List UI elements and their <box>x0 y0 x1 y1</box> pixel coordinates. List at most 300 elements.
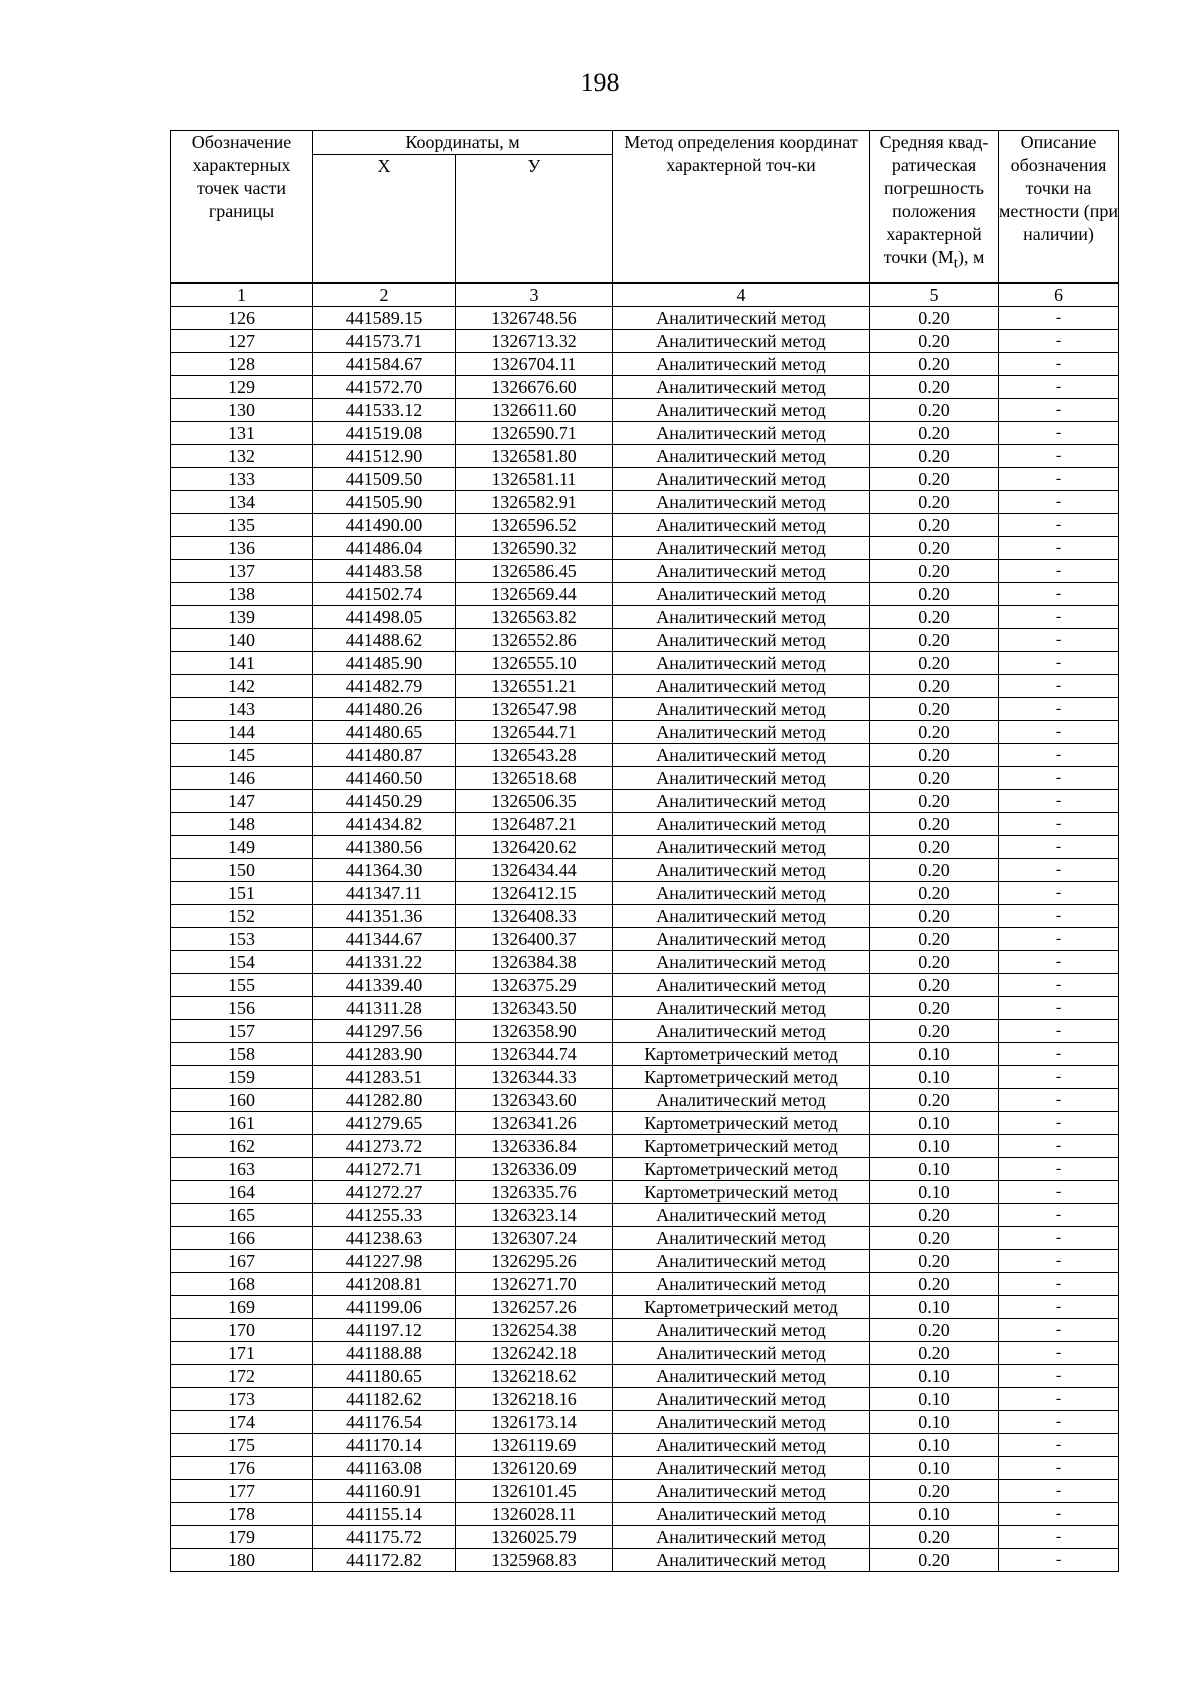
description-cell: - <box>999 766 1119 789</box>
method-cell: Аналитический метод <box>613 605 870 628</box>
table-row <box>171 1065 1119 1088</box>
coordinates-table <box>170 130 1119 1572</box>
table-row <box>171 1157 1119 1180</box>
coord-y-cell: 1326101.45 <box>456 1479 613 1502</box>
coord-y-cell: 1326547.98 <box>456 697 613 720</box>
point-number-cell: 149 <box>171 835 313 858</box>
point-number-cell: 133 <box>171 467 313 490</box>
description-cell: - <box>999 1019 1119 1042</box>
point-number-cell: 154 <box>171 950 313 973</box>
description-cell: - <box>999 1410 1119 1433</box>
mean-error-cell: 0.20 <box>870 467 999 490</box>
description-cell: - <box>999 467 1119 490</box>
method-cell: Аналитический метод <box>613 329 870 352</box>
method-cell: Аналитический метод <box>613 835 870 858</box>
coord-y-cell: 1326341.26 <box>456 1111 613 1134</box>
description-cell: - <box>999 1042 1119 1065</box>
method-cell: Аналитический метод <box>613 398 870 421</box>
coord-y-cell: 1326271.70 <box>456 1272 613 1295</box>
table-row <box>171 513 1119 536</box>
description-cell: - <box>999 720 1119 743</box>
coord-y-cell: 1325968.83 <box>456 1548 613 1571</box>
method-cell: Аналитический метод <box>613 1410 870 1433</box>
method-cell: Аналитический метод <box>613 697 870 720</box>
coord-y-cell: 1326551.21 <box>456 674 613 697</box>
description-cell: - <box>999 881 1119 904</box>
coord-y-cell: 1326323.14 <box>456 1203 613 1226</box>
coord-x-cell: 441282.80 <box>313 1088 456 1111</box>
method-cell: Картометрический метод <box>613 1134 870 1157</box>
mean-error-cell: 0.20 <box>870 950 999 973</box>
mean-error-cell: 0.20 <box>870 421 999 444</box>
mean-error-cell: 0.20 <box>870 651 999 674</box>
mean-error-cell: 0.20 <box>870 536 999 559</box>
coord-y-cell: 1326569.44 <box>456 582 613 605</box>
method-cell: Аналитический метод <box>613 559 870 582</box>
coord-x-cell: 441238.63 <box>313 1226 456 1249</box>
coord-y-cell: 1326412.15 <box>456 881 613 904</box>
description-cell: - <box>999 536 1119 559</box>
description-cell: - <box>999 858 1119 881</box>
table-row <box>171 1272 1119 1295</box>
point-number-cell: 130 <box>171 398 313 421</box>
coord-y-cell: 1326408.33 <box>456 904 613 927</box>
coord-x-cell: 441227.98 <box>313 1249 456 1272</box>
method-cell: Аналитический метод <box>613 536 870 559</box>
description-cell: - <box>999 950 1119 973</box>
header-error-subscript: t <box>953 255 958 272</box>
coord-y-cell: 1326596.52 <box>456 513 613 536</box>
coord-y-cell: 1326713.32 <box>456 329 613 352</box>
mean-error-cell: 0.10 <box>870 1387 999 1410</box>
mean-error-cell: 0.10 <box>870 1364 999 1387</box>
method-cell: Аналитический метод <box>613 490 870 513</box>
coord-y-cell: 1326242.18 <box>456 1341 613 1364</box>
description-cell: - <box>999 1479 1119 1502</box>
coord-x-cell: 441170.14 <box>313 1433 456 1456</box>
mean-error-cell: 0.20 <box>870 490 999 513</box>
coord-x-cell: 441176.54 <box>313 1410 456 1433</box>
method-cell: Аналитический метод <box>613 444 870 467</box>
method-cell: Картометрический метод <box>613 1111 870 1134</box>
table-row <box>171 858 1119 881</box>
point-number-cell: 150 <box>171 858 313 881</box>
table-row <box>171 950 1119 973</box>
method-cell: Аналитический метод <box>613 743 870 766</box>
coord-y-cell: 1326344.33 <box>456 1065 613 1088</box>
coord-x-cell: 441199.06 <box>313 1295 456 1318</box>
coord-y-cell: 1326555.10 <box>456 651 613 674</box>
coord-x-cell: 441272.71 <box>313 1157 456 1180</box>
coord-y-cell: 1326358.90 <box>456 1019 613 1042</box>
coord-y-cell: 1326581.80 <box>456 444 613 467</box>
table-row <box>171 720 1119 743</box>
method-cell: Аналитический метод <box>613 651 870 674</box>
method-cell: Аналитический метод <box>613 1226 870 1249</box>
point-number-cell: 155 <box>171 973 313 996</box>
mean-error-cell: 0.20 <box>870 1548 999 1571</box>
method-cell: Аналитический метод <box>613 1272 870 1295</box>
description-cell: - <box>999 490 1119 513</box>
method-cell: Аналитический метод <box>613 904 870 927</box>
coord-x-cell: 441272.27 <box>313 1180 456 1203</box>
mean-error-cell: 0.20 <box>870 1019 999 1042</box>
mean-error-cell: 0.20 <box>870 582 999 605</box>
point-number-cell: 180 <box>171 1548 313 1571</box>
coord-x-cell: 441172.82 <box>313 1548 456 1571</box>
description-cell: - <box>999 835 1119 858</box>
description-cell: - <box>999 513 1119 536</box>
description-cell: - <box>999 697 1119 720</box>
header-coordinates: Координаты, м <box>313 131 613 155</box>
method-cell: Аналитический метод <box>613 1249 870 1272</box>
point-number-cell: 175 <box>171 1433 313 1456</box>
table-row <box>171 743 1119 766</box>
table-row <box>171 1019 1119 1042</box>
description-cell: - <box>999 927 1119 950</box>
mean-error-cell: 0.20 <box>870 812 999 835</box>
method-cell: Аналитический метод <box>613 628 870 651</box>
point-number-cell: 143 <box>171 697 313 720</box>
table-row <box>171 1042 1119 1065</box>
coord-y-cell: 1326028.11 <box>456 1502 613 1525</box>
column-numbers-row <box>171 283 1119 307</box>
coord-x-cell: 441273.72 <box>313 1134 456 1157</box>
column-number: 5 <box>870 283 999 307</box>
header-error-unit: ), м <box>957 247 985 267</box>
page-number: 198 <box>580 68 620 97</box>
method-cell: Аналитический метод <box>613 582 870 605</box>
coord-y-cell: 1326375.29 <box>456 973 613 996</box>
table-row <box>171 1433 1119 1456</box>
coord-x-cell: 441175.72 <box>313 1525 456 1548</box>
point-number-cell: 132 <box>171 444 313 467</box>
point-number-cell: 169 <box>171 1295 313 1318</box>
coord-x-cell: 441480.26 <box>313 697 456 720</box>
description-cell: - <box>999 674 1119 697</box>
coord-x-cell: 441498.05 <box>313 605 456 628</box>
table-row <box>171 1249 1119 1272</box>
coord-x-cell: 441450.29 <box>313 789 456 812</box>
table-row <box>171 1479 1119 1502</box>
coord-y-cell: 1326025.79 <box>456 1525 613 1548</box>
table-row <box>171 1364 1119 1387</box>
mean-error-cell: 0.20 <box>870 1088 999 1111</box>
table-row <box>171 1341 1119 1364</box>
method-cell: Аналитический метод <box>613 352 870 375</box>
point-number-cell: 173 <box>171 1387 313 1410</box>
point-number-cell: 159 <box>171 1065 313 1088</box>
table-row <box>171 444 1119 467</box>
table-row <box>171 398 1119 421</box>
point-number-cell: 142 <box>171 674 313 697</box>
mean-error-cell: 0.10 <box>870 1456 999 1479</box>
point-number-cell: 137 <box>171 559 313 582</box>
description-cell: - <box>999 996 1119 1019</box>
point-number-cell: 140 <box>171 628 313 651</box>
point-number-cell: 129 <box>171 375 313 398</box>
header-error-text: Средняя квад-ратическая погрешность положения характерной точки (M <box>879 132 989 267</box>
description-cell: - <box>999 1065 1119 1088</box>
mean-error-cell: 0.20 <box>870 329 999 352</box>
point-number-cell: 148 <box>171 812 313 835</box>
point-number-cell: 164 <box>171 1180 313 1203</box>
method-cell: Аналитический метод <box>613 1479 870 1502</box>
description-cell: - <box>999 559 1119 582</box>
coord-y-cell: 1326590.71 <box>456 421 613 444</box>
table-row <box>171 490 1119 513</box>
method-cell: Аналитический метод <box>613 1088 870 1111</box>
coord-y-cell: 1326336.09 <box>456 1157 613 1180</box>
point-number-cell: 146 <box>171 766 313 789</box>
coord-x-cell: 441347.11 <box>313 881 456 904</box>
coord-y-cell: 1326581.11 <box>456 467 613 490</box>
description-cell: - <box>999 1111 1119 1134</box>
header-designation: Обозначение характерных точек части границы <box>171 131 313 283</box>
coord-y-cell: 1326335.76 <box>456 1180 613 1203</box>
coord-x-cell: 441380.56 <box>313 835 456 858</box>
method-cell: Аналитический метод <box>613 467 870 490</box>
table-row <box>171 881 1119 904</box>
coord-y-cell: 1326254.38 <box>456 1318 613 1341</box>
coord-x-cell: 441339.40 <box>313 973 456 996</box>
description-cell: - <box>999 628 1119 651</box>
mean-error-cell: 0.10 <box>870 1295 999 1318</box>
table-row <box>171 927 1119 950</box>
table-row <box>171 1134 1119 1157</box>
table-row <box>171 467 1119 490</box>
point-number-cell: 179 <box>171 1525 313 1548</box>
coord-x-cell: 441533.12 <box>313 398 456 421</box>
method-cell: Картометрический метод <box>613 1180 870 1203</box>
point-number-cell: 147 <box>171 789 313 812</box>
table-row <box>171 651 1119 674</box>
mean-error-cell: 0.20 <box>870 674 999 697</box>
coord-x-cell: 441163.08 <box>313 1456 456 1479</box>
mean-error-cell: 0.20 <box>870 766 999 789</box>
coord-x-cell: 441509.50 <box>313 467 456 490</box>
description-cell: - <box>999 1341 1119 1364</box>
mean-error-cell: 0.20 <box>870 444 999 467</box>
mean-error-cell: 0.20 <box>870 1203 999 1226</box>
coord-y-cell: 1326120.69 <box>456 1456 613 1479</box>
coord-x-cell: 441483.58 <box>313 559 456 582</box>
table-row <box>171 375 1119 398</box>
description-cell: - <box>999 743 1119 766</box>
table-header <box>171 131 1119 307</box>
coord-x-cell: 441482.79 <box>313 674 456 697</box>
description-cell: - <box>999 1249 1119 1272</box>
table-row <box>171 996 1119 1019</box>
method-cell: Аналитический метод <box>613 996 870 1019</box>
coord-y-cell: 1326336.84 <box>456 1134 613 1157</box>
coord-x-cell: 441589.15 <box>313 306 456 329</box>
coord-y-cell: 1326748.56 <box>456 306 613 329</box>
mean-error-cell: 0.20 <box>870 605 999 628</box>
coord-x-cell: 441480.65 <box>313 720 456 743</box>
point-number-cell: 157 <box>171 1019 313 1042</box>
description-cell: - <box>999 789 1119 812</box>
table-row <box>171 1410 1119 1433</box>
mean-error-cell: 0.20 <box>870 927 999 950</box>
header-method: Метод определения координат характерной точ-ки <box>613 131 870 283</box>
description-cell: - <box>999 651 1119 674</box>
coord-y-cell: 1326487.21 <box>456 812 613 835</box>
coord-x-cell: 441197.12 <box>313 1318 456 1341</box>
table-row <box>171 536 1119 559</box>
table-row <box>171 1318 1119 1341</box>
coord-y-cell: 1326552.86 <box>456 628 613 651</box>
method-cell: Аналитический метод <box>613 1318 870 1341</box>
method-cell: Аналитический метод <box>613 306 870 329</box>
description-cell: - <box>999 421 1119 444</box>
description-cell: - <box>999 1203 1119 1226</box>
point-number-cell: 136 <box>171 536 313 559</box>
method-cell: Аналитический метод <box>613 720 870 743</box>
table-row <box>171 973 1119 996</box>
description-cell: - <box>999 812 1119 835</box>
coord-y-cell: 1326218.62 <box>456 1364 613 1387</box>
method-cell: Аналитический метод <box>613 375 870 398</box>
table-row <box>171 789 1119 812</box>
coord-y-cell: 1326518.68 <box>456 766 613 789</box>
description-cell: - <box>999 352 1119 375</box>
method-cell: Аналитический метод <box>613 1341 870 1364</box>
coord-x-cell: 441572.70 <box>313 375 456 398</box>
coord-x-cell: 441331.22 <box>313 950 456 973</box>
coord-x-cell: 441490.00 <box>313 513 456 536</box>
coord-y-cell: 1326544.71 <box>456 720 613 743</box>
description-cell: - <box>999 1226 1119 1249</box>
point-number-cell: 138 <box>171 582 313 605</box>
coord-x-cell: 441180.65 <box>313 1364 456 1387</box>
table-row <box>171 559 1119 582</box>
coord-x-cell: 441283.51 <box>313 1065 456 1088</box>
method-cell: Аналитический метод <box>613 1019 870 1042</box>
mean-error-cell: 0.10 <box>870 1042 999 1065</box>
coord-x-cell: 441279.65 <box>313 1111 456 1134</box>
coord-y-cell: 1326582.91 <box>456 490 613 513</box>
method-cell: Аналитический метод <box>613 1456 870 1479</box>
coord-y-cell: 1326119.69 <box>456 1433 613 1456</box>
table-row <box>171 1111 1119 1134</box>
method-cell: Картометрический метод <box>613 1295 870 1318</box>
point-number-cell: 168 <box>171 1272 313 1295</box>
mean-error-cell: 0.20 <box>870 858 999 881</box>
description-cell: - <box>999 1088 1119 1111</box>
coord-x-cell: 441364.30 <box>313 858 456 881</box>
coord-y-cell: 1326676.60 <box>456 375 613 398</box>
mean-error-cell: 0.20 <box>870 628 999 651</box>
description-cell: - <box>999 398 1119 421</box>
method-cell: Аналитический метод <box>613 973 870 996</box>
mean-error-cell: 0.20 <box>870 1341 999 1364</box>
method-cell: Аналитический метод <box>613 1433 870 1456</box>
point-number-cell: 141 <box>171 651 313 674</box>
mean-error-cell: 0.10 <box>870 1065 999 1088</box>
table-row <box>171 1295 1119 1318</box>
coord-x-cell: 441188.88 <box>313 1341 456 1364</box>
coord-x-cell: 441485.90 <box>313 651 456 674</box>
coord-y-cell: 1326704.11 <box>456 352 613 375</box>
point-number-cell: 152 <box>171 904 313 927</box>
mean-error-cell: 0.20 <box>870 1226 999 1249</box>
coord-x-cell: 441351.36 <box>313 904 456 927</box>
table-row <box>171 904 1119 927</box>
mean-error-cell: 0.20 <box>870 973 999 996</box>
description-cell: - <box>999 1157 1119 1180</box>
table-row <box>171 766 1119 789</box>
point-number-cell: 144 <box>171 720 313 743</box>
coord-x-cell: 441182.62 <box>313 1387 456 1410</box>
table-row <box>171 1180 1119 1203</box>
mean-error-cell: 0.20 <box>870 1249 999 1272</box>
method-cell: Аналитический метод <box>613 812 870 835</box>
coord-x-cell: 441434.82 <box>313 812 456 835</box>
mean-error-cell: 0.10 <box>870 1157 999 1180</box>
description-cell: - <box>999 582 1119 605</box>
table-row <box>171 582 1119 605</box>
coord-x-cell: 441480.87 <box>313 743 456 766</box>
method-cell: Картометрический метод <box>613 1157 870 1180</box>
coord-y-cell: 1326218.16 <box>456 1387 613 1410</box>
coord-x-cell: 441255.33 <box>313 1203 456 1226</box>
column-number: 2 <box>313 283 456 307</box>
method-cell: Картометрический метод <box>613 1065 870 1088</box>
point-number-cell: 156 <box>171 996 313 1019</box>
table-row <box>171 306 1119 329</box>
mean-error-cell: 0.20 <box>870 904 999 927</box>
point-number-cell: 128 <box>171 352 313 375</box>
coord-y-cell: 1326257.26 <box>456 1295 613 1318</box>
coord-x-cell: 441155.14 <box>313 1502 456 1525</box>
point-number-cell: 135 <box>171 513 313 536</box>
header-error <box>870 131 999 283</box>
mean-error-cell: 0.20 <box>870 1318 999 1341</box>
table-row <box>171 1088 1119 1111</box>
coord-y-cell: 1326343.60 <box>456 1088 613 1111</box>
table-row <box>171 1502 1119 1525</box>
coord-y-cell: 1326400.37 <box>456 927 613 950</box>
description-cell: - <box>999 1548 1119 1571</box>
method-cell: Аналитический метод <box>613 1387 870 1410</box>
coord-x-cell: 441502.74 <box>313 582 456 605</box>
mean-error-cell: 0.10 <box>870 1134 999 1157</box>
point-number-cell: 145 <box>171 743 313 766</box>
coord-y-cell: 1326173.14 <box>456 1410 613 1433</box>
method-cell: Аналитический метод <box>613 513 870 536</box>
mean-error-cell: 0.10 <box>870 1502 999 1525</box>
description-cell: - <box>999 605 1119 628</box>
method-cell: Аналитический метод <box>613 1203 870 1226</box>
header-description: Описание обозначения точки на местности (при наличии) <box>999 131 1119 283</box>
point-number-cell: 134 <box>171 490 313 513</box>
coord-y-cell: 1326384.38 <box>456 950 613 973</box>
coord-y-cell: 1326344.74 <box>456 1042 613 1065</box>
description-cell: - <box>999 1180 1119 1203</box>
coord-x-cell: 441505.90 <box>313 490 456 513</box>
coord-x-cell: 441573.71 <box>313 329 456 352</box>
point-number-cell: 161 <box>171 1111 313 1134</box>
table-row <box>171 812 1119 835</box>
coord-y-cell: 1326343.50 <box>456 996 613 1019</box>
method-cell: Аналитический метод <box>613 1548 870 1571</box>
point-number-cell: 139 <box>171 605 313 628</box>
coord-y-cell: 1326563.82 <box>456 605 613 628</box>
header-y: У <box>456 155 613 283</box>
mean-error-cell: 0.20 <box>870 352 999 375</box>
mean-error-cell: 0.20 <box>870 513 999 536</box>
